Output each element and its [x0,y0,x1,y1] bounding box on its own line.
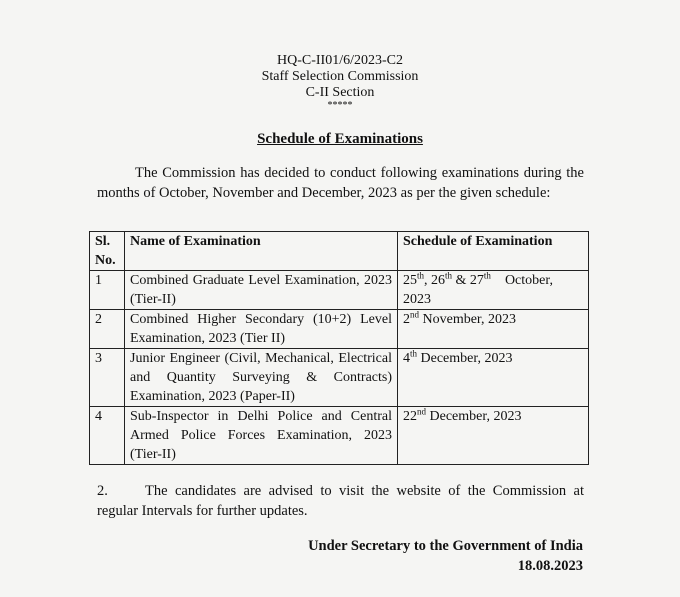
table-row [90,271,589,310]
row-sl-no: 1 [90,271,125,310]
row-exam-name: Junior Engineer (Civil, Mechanical, Electrical and Quantity Surveying & Contracts) Examination, 2023 (Paper-II) [125,349,398,407]
notice-date: 18.08.2023 [517,558,583,574]
row-schedule [398,271,589,310]
separator-stars: ***** [327,100,353,111]
intro-paragraph: The Commission has decided to conduct following examinations during the months of October, November and December, 2023 as per the given schedule: [97,165,584,201]
table-header-row [90,232,589,271]
row-exam-name: Sub-Inspector in Delhi Police and Central Armed Police Forces Examination, 2023 (Tier-II) [125,407,398,465]
schedule-text: 25th, 26th & 27th October, 2023 [403,270,553,307]
header-exam-name: Name of Examination [125,232,398,271]
table-row [90,310,589,349]
row-exam-name: Combined Higher Secondary (10+2) Level Examination, 2023 (Tier II) [125,310,398,349]
note-paragraph [97,481,584,521]
note-number: 2. [97,483,108,499]
row-schedule [398,310,589,349]
signatory-designation: Under Secretary to the Government of India [308,538,583,554]
table-row [90,349,589,407]
row-sl-no: 3 [90,349,125,407]
note-text: The candidates are advised to visit the website of the Commission at regular Intervals for further updates. [97,483,584,519]
row-exam-name: Combined Graduate Level Examination, 2023 (Tier-II) [125,271,398,310]
header-sl-no: Sl. No. [90,232,125,271]
schedule-text: 2nd November, 2023 [403,309,517,327]
schedule-text: 4th December, 2023 [403,348,513,366]
table-row [90,407,589,465]
schedule-text: 22nd December, 2023 [403,406,522,424]
exam-schedule-table [89,231,589,465]
row-schedule [398,349,589,407]
reference-number: HQ-C-II01/6/2023-C2 [277,53,403,68]
page-title: Schedule of Examinations [257,131,423,147]
header-schedule: Schedule of Examination [398,232,589,271]
section-name: C-II Section [305,85,375,100]
row-schedule [398,407,589,465]
organization-name: Staff Selection Commission [261,69,419,84]
row-sl-no: 4 [90,407,125,465]
row-sl-no: 2 [90,310,125,349]
